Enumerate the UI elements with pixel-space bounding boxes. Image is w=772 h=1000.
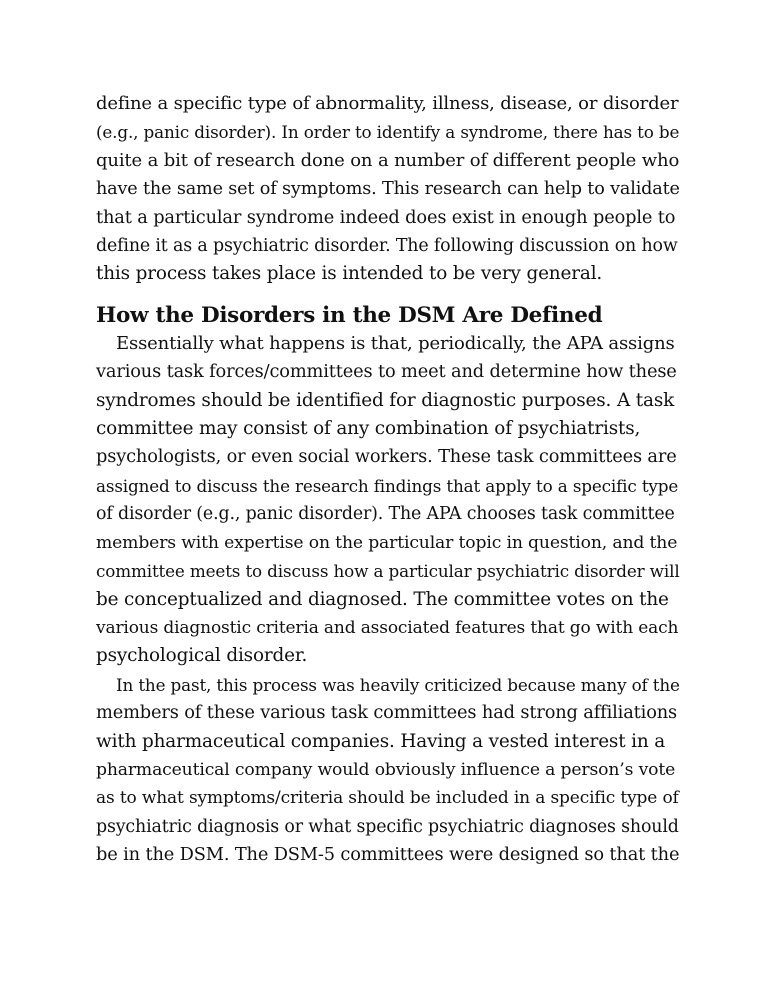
text-line: various task forces/committees to meet and determine how these [96, 361, 677, 383]
text-line: psychologists, or even social workers. These task committees are [96, 446, 677, 468]
text-line: psychiatric diagnosis or what specific psychiatric diagnoses should [96, 816, 679, 837]
text-line: define it as a psychiatric disorder. The following discussion on how [96, 236, 678, 257]
text-line: pharmaceutical company would obviously influence a person’s vote [96, 759, 676, 780]
paragraph-intro [96, 90, 680, 289]
text-line: be in the DSM. The DSM-5 committees were designed so that the [96, 844, 680, 866]
text-line: psychological disorder. [96, 645, 308, 667]
text-line: (e.g., panic disorder). In order to identify a syndrome, there has to be [96, 122, 680, 143]
text-line: members of these various task committees had strong affiliations [96, 702, 678, 724]
document-page [96, 90, 680, 870]
text-line: that a particular syndrome indeed does exist in enough people to [96, 206, 676, 228]
section-heading: How the Disorders in the DSM Are Defined [96, 302, 603, 328]
text-line: quite a bit of research done on a number of different people who [96, 149, 680, 171]
text-line: Essentially what happens is that, periodically, the APA assigns [116, 332, 675, 354]
text-line: define a specific type of abnormality, illness, disease, or disorder [96, 93, 679, 114]
text-line: members with expertise on the particular topic in question, and the [96, 532, 678, 553]
text-line: as to what symptoms/criteria should be included in a specific type of [96, 788, 679, 809]
text-line: syndromes should be identified for diagnostic purposes. A task [96, 389, 675, 411]
text-line: have the same set of symptoms. This research can help to validate [96, 179, 680, 200]
text-line: this process takes place is intended to be very general. [96, 263, 603, 285]
text-line: assigned to discuss the research findings that apply to a specific type [96, 475, 679, 496]
text-line: of disorder (e.g., panic disorder). The APA chooses task committee [96, 504, 675, 525]
text-line: with pharmaceutical companies. Having a vested interest in a [96, 730, 666, 752]
paragraph-process [96, 330, 680, 671]
text-line: committee meets to discuss how a particular psychiatric disorder will [96, 561, 680, 582]
text-line: In the past, this process was heavily criticized because many of the [116, 674, 680, 695]
text-line: committee may consist of any combination of psychiatrists, [96, 418, 641, 440]
text-line: be conceptualized and diagnosed. The committee votes on the [96, 588, 669, 610]
paragraph-criticism [96, 671, 680, 870]
text-line: various diagnostic criteria and associated features that go with each [96, 617, 679, 638]
